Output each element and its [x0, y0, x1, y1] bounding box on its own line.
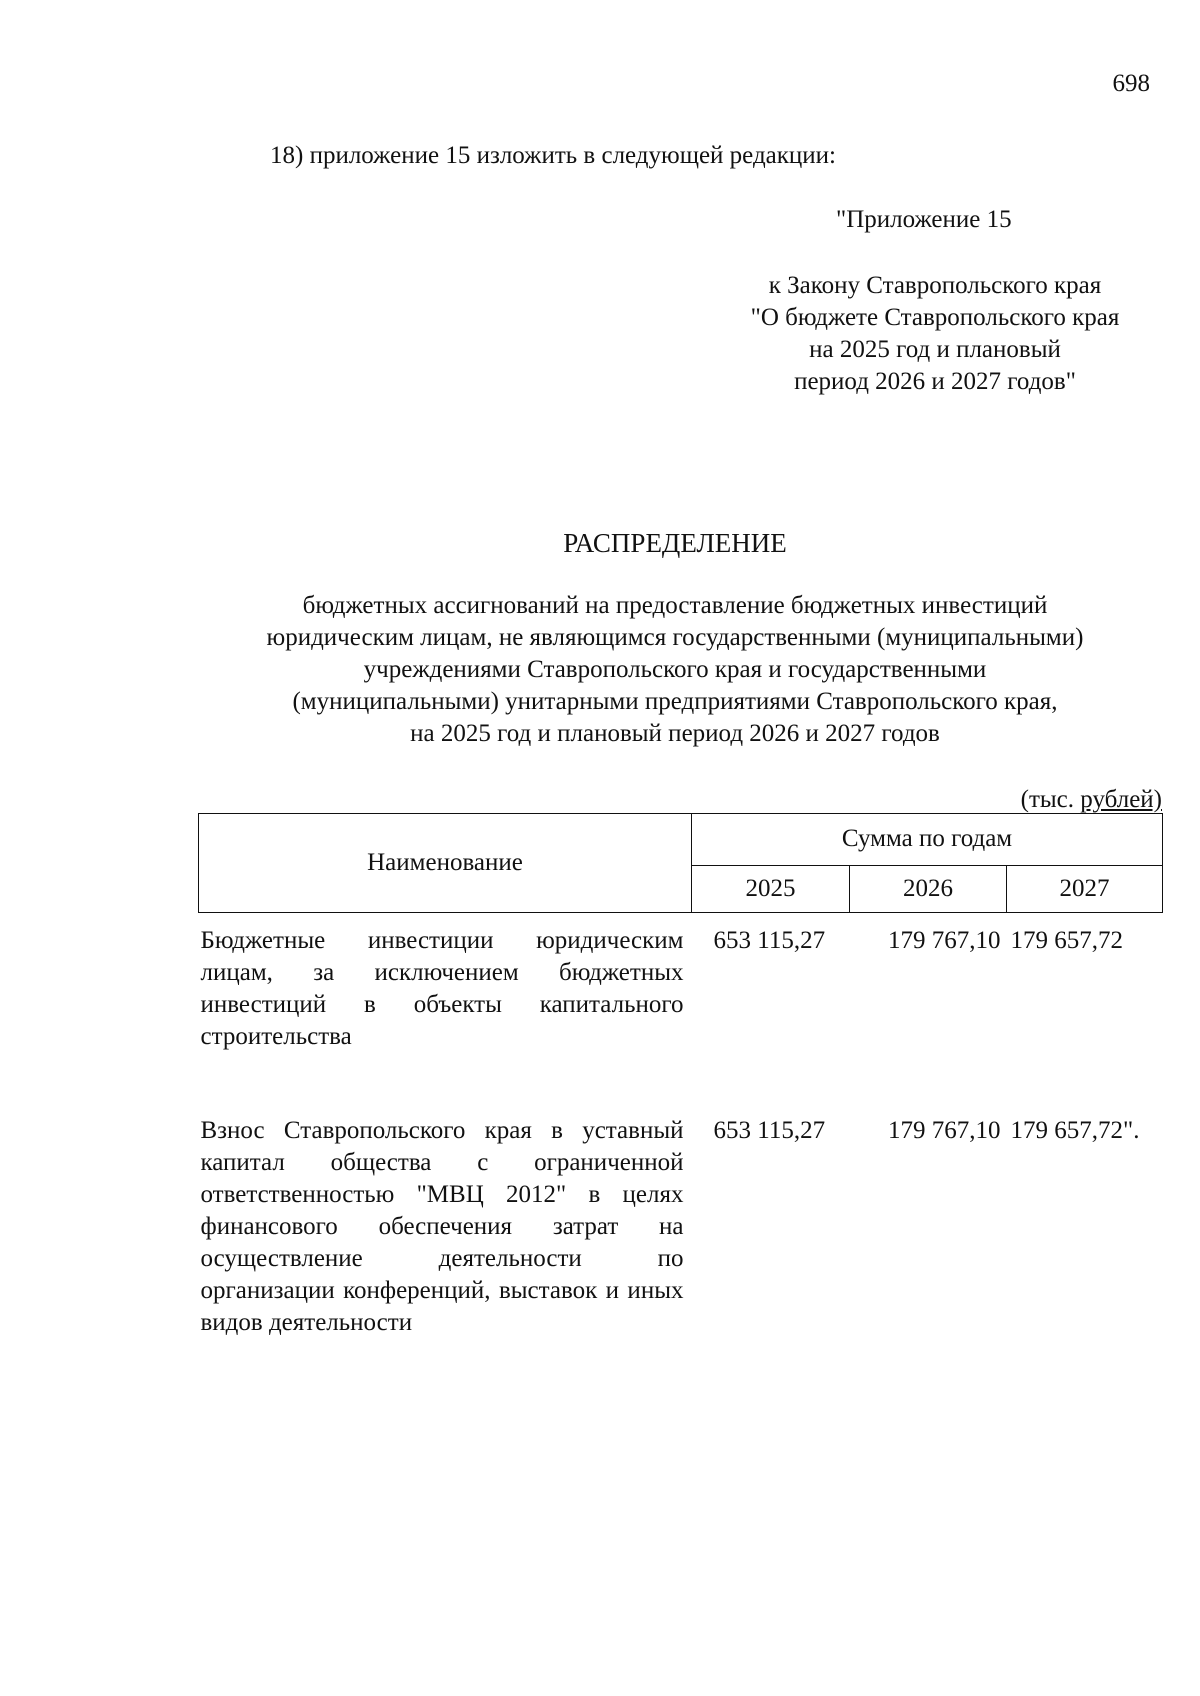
header-year-2026: 2026: [850, 865, 1007, 912]
subtitle-line: бюджетных ассигнований на предоставление бюджетных инвестиций: [302, 592, 1048, 619]
row-value-2027: 179 657,72".: [1010, 1117, 1140, 1144]
row-value-2025: 653 115,27: [713, 1117, 826, 1144]
document-subtitle: [200, 590, 1150, 750]
page-number: 698: [1112, 70, 1150, 97]
row-spacer: [199, 1053, 1163, 1103]
header-sum-by-years: Сумма по годам: [692, 814, 1163, 866]
row-value-2025: 653 115,27: [713, 927, 826, 954]
unit-label-prefix: (тыс.: [1020, 786, 1081, 813]
subtitle-line: юридическим лицам, не являющимся государственными (муниципальными): [266, 624, 1084, 651]
subtitle-line: учреждениями Ставропольского края и государственными: [363, 656, 987, 683]
amendment-instruction: 18) приложение 15 изложить в следующей редакции:: [270, 142, 836, 169]
row-name: Бюджетные инвестиции юридическим лицам, за исключением бюджетных инвестиций в объекты капитального строительства: [200, 927, 684, 1050]
header-year-2025: 2025: [692, 865, 850, 912]
table-row: [199, 913, 1163, 1054]
appendix-label: "Приложение 15: [836, 206, 1012, 233]
table-row: [199, 1103, 1163, 1339]
row-value-2026: 179 767,10: [888, 927, 1001, 954]
subtitle-line: (муниципальными) унитарными предприятиями Ставропольского края,: [292, 688, 1058, 715]
unit-label-underlined: рублей): [1080, 786, 1162, 813]
law-reference: [700, 270, 1170, 398]
header-year-2027: 2027: [1007, 865, 1163, 912]
document-title: РАСПРЕДЕЛЕНИЕ: [563, 528, 787, 558]
unit-label: [950, 784, 1162, 816]
law-reference-line: к Закону Ставропольского края: [768, 272, 1102, 299]
header-name: Наименование: [199, 814, 692, 913]
law-reference-line: "О бюджете Ставропольского края: [750, 304, 1120, 331]
law-reference-line: период 2026 и 2027 годов": [794, 368, 1076, 395]
row-value-2026: 179 767,10: [888, 1117, 1001, 1144]
subtitle-line: на 2025 год и плановый период 2026 и 2027 годов: [410, 720, 940, 747]
row-name: Взнос Ставропольского края в уставный капитал общества с ограниченной ответственностью "МВЦ 2012" в целях финансового обеспечения затрат на осуществление деятельности по организации конференций, выставок и иных видов деятельности: [200, 1117, 684, 1336]
table-header: [199, 814, 1163, 913]
law-reference-line: на 2025 год и плановый: [809, 336, 1061, 363]
row-value-2027: 179 657,72: [1010, 927, 1123, 954]
budget-table: [198, 813, 1163, 1339]
